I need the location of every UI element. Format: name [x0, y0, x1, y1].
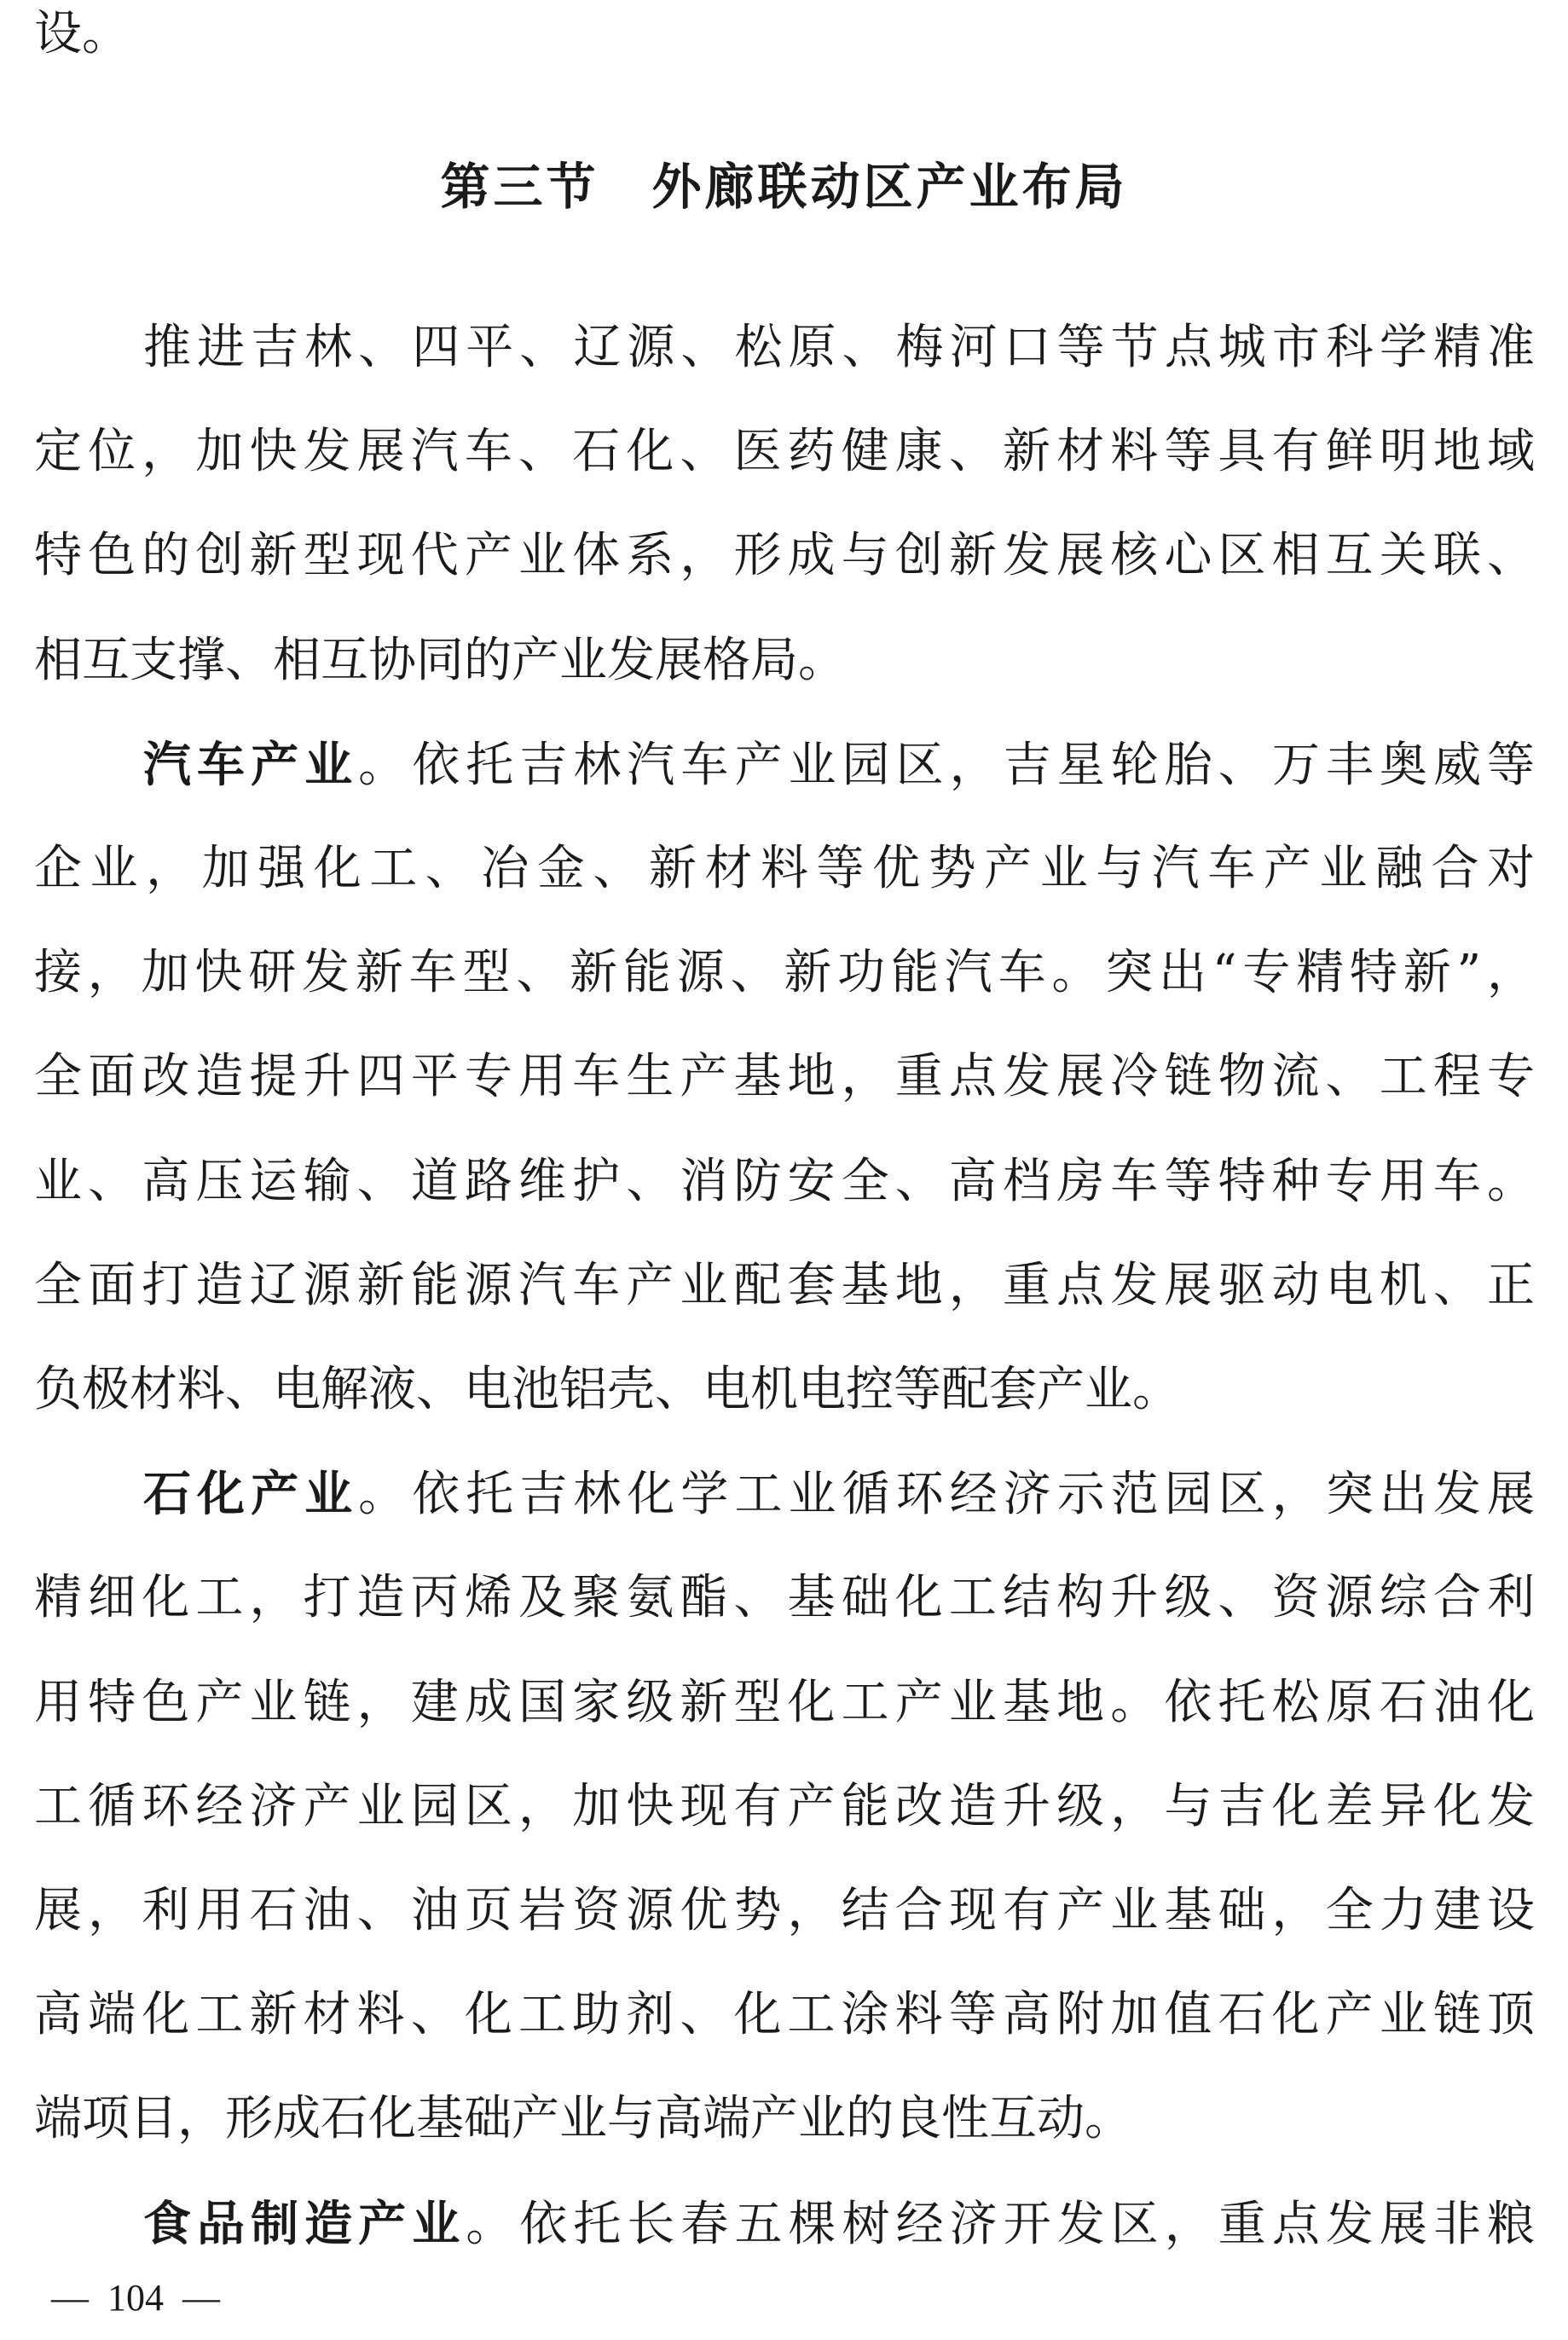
paragraph-1-line-2: 定位，加快发展汽车、石化、医药健康、新材料等具有鲜明地域	[34, 424, 1535, 479]
paragraph-3-line-1-text: 。依托吉林化学工业循环经济示范园区，突出发展	[358, 1467, 1536, 1522]
paragraph-2-line-7: 负极材料、电解液、电池铝壳、电机电控等配套产业。	[34, 1362, 1180, 1417]
carryover-line: 设。	[34, 6, 130, 61]
paragraph-3-line-3: 用特色产业链，建成国家级新型化工产业基地。依托松原石油化	[34, 1675, 1535, 1730]
paragraph-2-line-3: 接，加快研发新车型、新能源、新功能汽车。突出“专精特新”，	[34, 945, 1535, 1000]
paragraph-3-line-5: 展，利用石油、油页岩资源优势，结合现有产业基础，全力建设	[34, 1883, 1535, 1938]
section-heading: 第三节 外廊联动区产业布局	[440, 158, 1128, 216]
paragraph-3-line-4: 工循环经济产业园区，加快现有产能改造升级，与吉化差异化发	[34, 1779, 1535, 1834]
paragraph-1-line-4: 相互支撑、相互协同的产业发展格局。	[34, 633, 846, 688]
paragraph-4-line-1	[143, 2197, 1535, 2252]
paragraph-4-lead: 食品制造产业	[143, 2196, 466, 2252]
paragraph-2-line-1-text: 。依托吉林汽车产业园区，吉星轮胎、万丰奥威等	[358, 738, 1536, 793]
paragraph-2-line-6: 全面打造辽源新能源汽车产业配套基地，重点发展驱动电机、正	[34, 1258, 1535, 1313]
paragraph-2-line-2: 企业，加强化工、冶金、新材料等优势产业与汽车产业融合对	[34, 841, 1535, 896]
paragraph-1-line-1: 推进吉林、四平、辽源、松原、梅河口等节点城市科学精准	[143, 320, 1535, 375]
paragraph-3-line-7: 端项目，形成石化基础产业与高端产业的良性互动。	[34, 2091, 1132, 2146]
paragraph-3-lead: 石化产业	[143, 1466, 359, 1522]
paragraph-4-line-1-text: 。依托长春五棵树经济开发区，重点发展非粮	[466, 2197, 1536, 2252]
paragraph-2-line-5: 业、高压运输、道路维护、消防安全、高档房车等特种专用车。	[34, 1154, 1535, 1209]
page-number-footer: — 104 —	[51, 2277, 220, 2319]
paragraph-3-line-2: 精细化工，打造丙烯及聚氨酯、基础化工结构升级、资源综合利	[34, 1570, 1535, 1625]
paragraph-3-line-6: 高端化工新材料、化工助剂、化工涂料等高附加值石化产业链顶	[34, 1987, 1535, 2042]
paragraph-1-line-3: 特色的创新型现代产业体系，形成与创新发展核心区相互关联、	[34, 528, 1535, 583]
paragraph-3-line-1	[143, 1467, 1535, 1522]
paragraph-2-lead: 汽车产业	[143, 737, 359, 793]
paragraph-2-line-4: 全面改造提升四平专用车生产基地，重点发展冷链物流、工程专	[34, 1049, 1535, 1104]
paragraph-2-line-1	[143, 738, 1535, 793]
